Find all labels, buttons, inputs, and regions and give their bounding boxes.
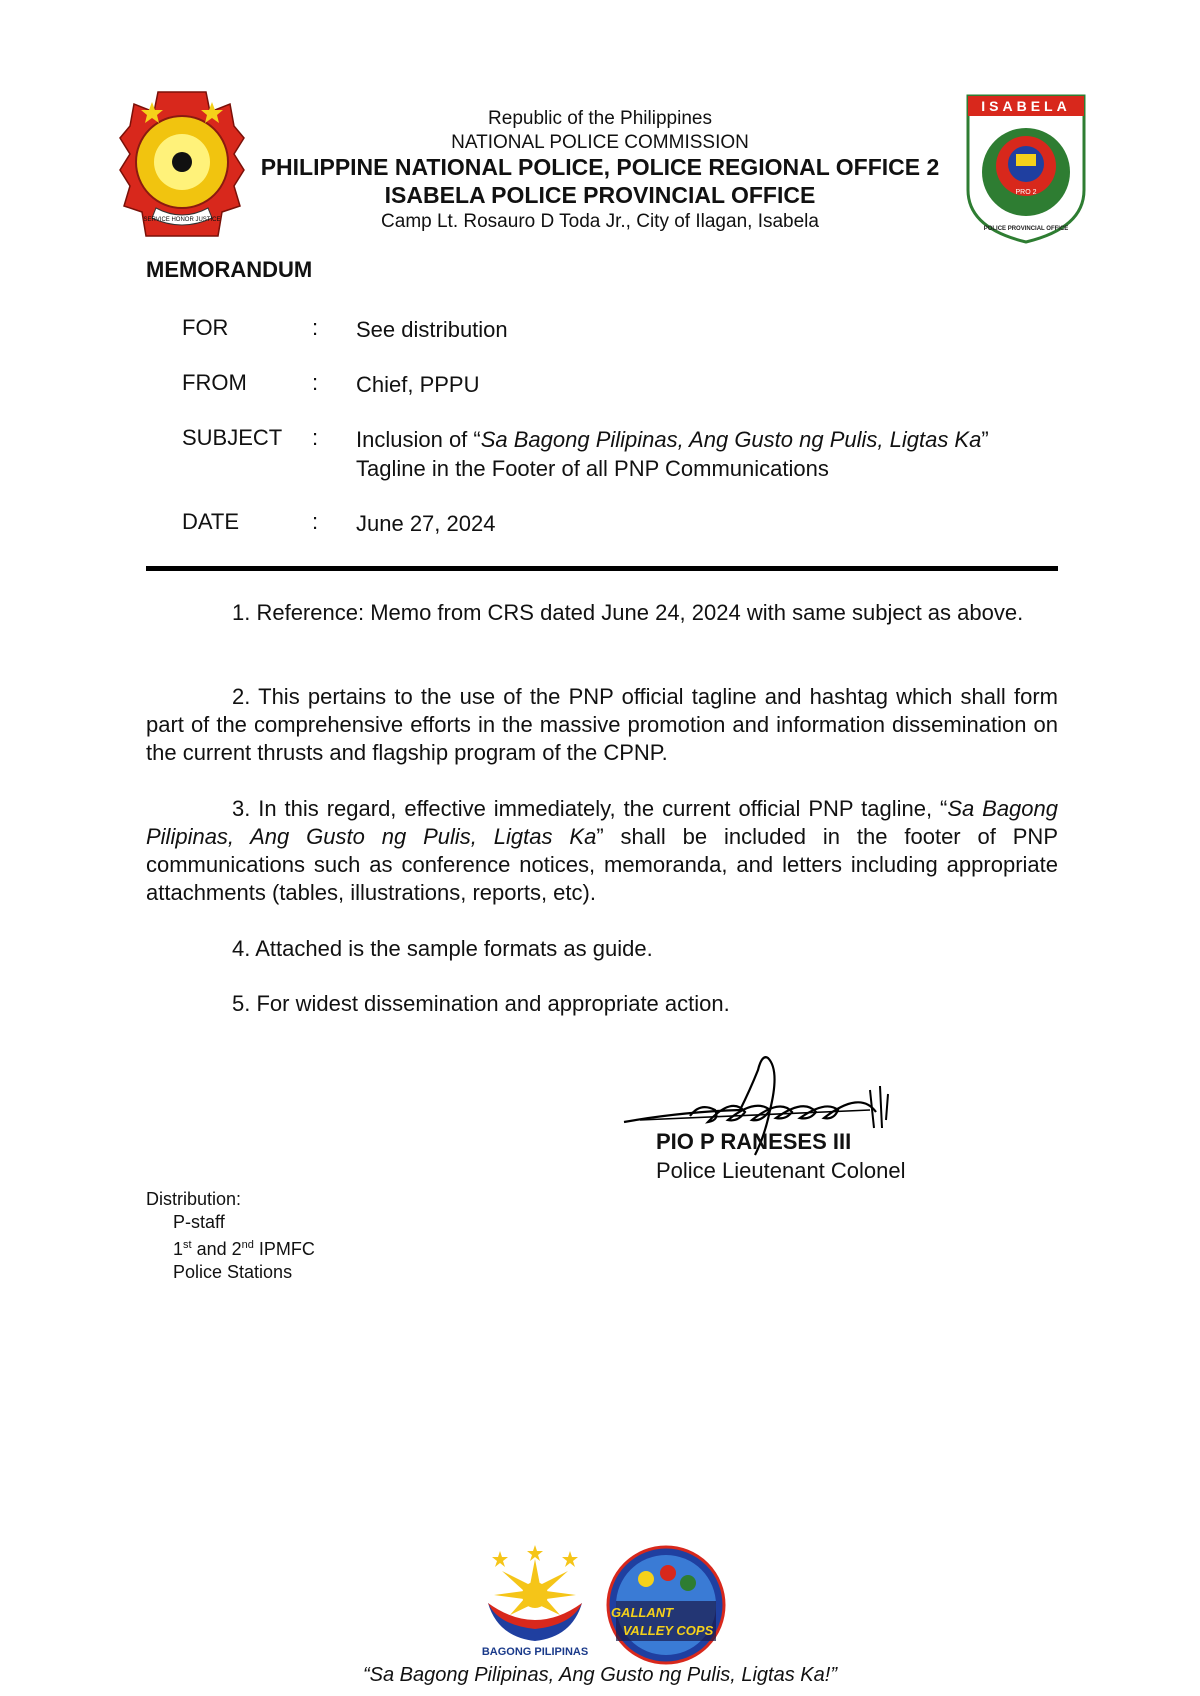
gvc-text-valley-cops: VALLEY COPS — [622, 1623, 714, 1638]
subject-value — [356, 425, 1076, 483]
subject-colon: : — [312, 425, 319, 450]
header-napolcom: NATIONAL POLICE COMMISSION — [451, 132, 749, 153]
shield-banner-text: ISABELA — [981, 98, 1071, 114]
shield-center-emblem — [1016, 154, 1036, 166]
ipmfc-sup-st: st — [183, 1239, 192, 1251]
for-label: FOR — [182, 315, 229, 340]
bp-sun — [522, 1582, 548, 1608]
paragraph-5: 5. For widest dissemination and appropriate action. — [232, 991, 730, 1016]
seal-text-bottom: SERVICE HONOR JUSTICE — [143, 217, 221, 223]
distribution-block — [146, 1188, 315, 1284]
signatory-name: PIO P RANESES III — [656, 1129, 852, 1154]
gvc-text-gallant: GALLANT — [610, 1605, 674, 1620]
from-colon: : — [312, 370, 319, 395]
bp-star-left — [492, 1551, 508, 1567]
ipmfc-label: IPMFC — [253, 1239, 315, 1259]
subject-pre: Inclusion of “ — [356, 427, 481, 452]
paragraph-4: 4. Attached is the sample formats as guide. — [232, 936, 653, 961]
bagong-pilipinas-label: BAGONG PILIPINAS — [481, 1646, 589, 1658]
footer-tagline: “Sa Bagong Pilipinas, Ang Gusto ng Pulis, Ligtas Ka!” — [363, 1664, 837, 1686]
memo-title: MEMORANDUM — [146, 257, 313, 282]
header-address: Camp Lt. Rosauro D Toda Jr., City of Ilagan, Isabela — [381, 211, 819, 232]
date-value: June 27, 2024 — [356, 511, 496, 536]
header-isabela-ppo: ISABELA POLICE PROVINCIAL OFFICE — [384, 182, 816, 208]
for-colon: : — [312, 315, 319, 340]
isabela-ppo-seal-logo — [964, 94, 1088, 244]
distribution-title: Distribution: — [146, 1189, 242, 1209]
ipmfc-and: and 2 — [191, 1239, 242, 1259]
gvc-badge-2 — [660, 1565, 676, 1581]
paragraph-3-italic: Sa Bagong Pilipinas, Ang Gusto ng Pulis, Ligtas Ka — [146, 796, 1058, 849]
bagong-pilipinas-logo — [480, 1545, 590, 1645]
subject-italic: Sa Bagong Pilipinas, Ang Gusto ng Pulis, Ligtas Ka — [480, 427, 982, 452]
header-republic: Republic of the Philippines — [488, 108, 712, 129]
gallant-valley-cops-logo — [606, 1545, 726, 1665]
gvc-badge-3 — [680, 1575, 696, 1591]
gvc-badge-1 — [638, 1571, 654, 1587]
from-label: FROM — [182, 370, 247, 395]
paragraph-3 — [146, 795, 1058, 907]
from-value: Chief, PPPU — [356, 372, 480, 397]
paragraph-2: 2. This pertains to the use of the PNP official tagline and hashtag which shall form part of the comprehensive efforts in the massive promotion and information dissemination on the current thrusts and flagship program of the CPNP. — [146, 684, 1058, 765]
paragraph-3-post: ” shall be included in the footer of PNP communications such as conference notices, memoranda, and letters including appropriate attachments (tables, illustrations, reports, etc). — [146, 824, 1058, 905]
paragraph-3-pre: 3. In this regard, effective immediately, the current official PNP tagline, “ — [232, 796, 948, 821]
bp-star-right — [562, 1551, 578, 1567]
subject-post: ” — [981, 427, 989, 452]
seal-center-figure — [172, 152, 192, 172]
header-divider — [146, 566, 1058, 571]
distribution-item-ipmfc — [146, 1234, 315, 1261]
signatory-rank: Police Lieutenant Colonel — [656, 1158, 906, 1183]
shield-ring-text: POLICE PROVINCIAL OFFICE — [983, 226, 1069, 232]
distribution-item-pstaff: P-staff — [173, 1212, 225, 1232]
subject-line2: Tagline in the Footer of all PNP Communications — [356, 456, 829, 481]
bp-star-center — [527, 1545, 543, 1561]
paragraph-1: 1. Reference: Memo from CRS dated June 24, 2024 with same subject as above. — [232, 600, 1024, 625]
distribution-item-stations: Police Stations — [173, 1262, 293, 1282]
shield-inner-text: PRO 2 — [1015, 189, 1037, 196]
header-pnp-pro2: PHILIPPINE NATIONAL POLICE, POLICE REGIONAL OFFICE 2 — [260, 154, 940, 180]
date-label: DATE — [182, 509, 240, 534]
ipmfc-first: 1 — [173, 1239, 184, 1259]
for-value: See distribution — [356, 317, 508, 342]
subject-label: SUBJECT — [182, 425, 283, 450]
date-colon: : — [312, 509, 319, 534]
ipmfc-sup-nd: nd — [241, 1239, 254, 1251]
